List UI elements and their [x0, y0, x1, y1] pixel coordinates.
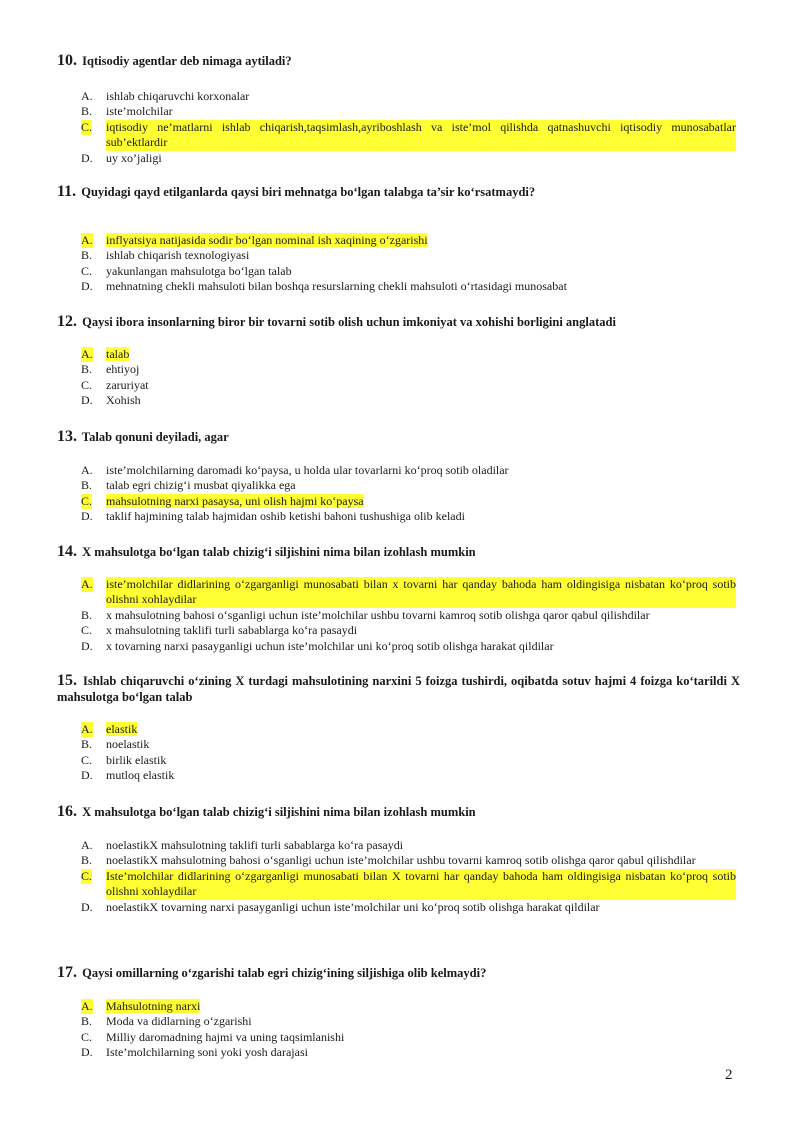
- option-letter: D.: [81, 393, 93, 408]
- answer-option: [81, 378, 736, 393]
- option-text: Moda va didlarning o‘zgarishi: [106, 1014, 252, 1029]
- question-14: [57, 543, 740, 653]
- question-text: Iqtisodiy agentlar deb nimaga aytiladi?: [82, 54, 292, 68]
- question-text: Qaysi omillarning o‘zgarishi talab egri chizig‘ining siljishiga olib kelmaydi?: [82, 966, 487, 980]
- answer-option: [81, 509, 736, 524]
- option-text-highlighted: inflyatsiya natijasida sodir bo‘lgan nominal ish xaqining o‘zgarishi: [106, 233, 428, 247]
- option-text: noelastikX tovarning narxi pasayganligi uchun iste’molchilar uni ko‘proq sotib olishga harakat qildilar: [106, 899, 600, 914]
- option-letter: B.: [81, 853, 93, 868]
- option-letter: B.: [81, 478, 93, 493]
- question-title: [57, 544, 740, 560]
- answer-option: [81, 1045, 736, 1060]
- question-text: Talab qonuni deyiladi, agar: [81, 430, 229, 444]
- page-number: 2: [725, 1067, 733, 1083]
- answer-option: [81, 463, 736, 478]
- question-number: 17.: [57, 964, 77, 981]
- question-text: Quyidagi qayd etilganlarda qaysi biri mehnatga bo‘lgan talabga ta’sir ko‘rsatmaydi?: [81, 185, 536, 199]
- answer-option: [81, 639, 736, 654]
- answer-option: [81, 104, 736, 119]
- option-letter: C.: [81, 868, 93, 883]
- option-text: ishlab chiqaruvchi korxonalar: [106, 89, 250, 103]
- answer-option: [81, 279, 736, 294]
- question-number: 11.: [57, 183, 77, 200]
- option-text: yakunlangan mahsulotga bo‘lgan talab: [106, 263, 292, 278]
- option-letter: B.: [81, 607, 93, 622]
- answer-option: [81, 362, 736, 377]
- option-text: noelastik: [106, 737, 150, 752]
- question-title: [57, 429, 740, 445]
- option-list: [81, 463, 736, 525]
- option-text: ehtiyoj: [106, 362, 140, 377]
- answer-option: [81, 393, 736, 408]
- option-letter: C.: [81, 493, 93, 508]
- option-letter: A.: [81, 722, 93, 736]
- question-number: 12.: [57, 313, 77, 330]
- answer-option: [81, 264, 736, 279]
- option-letter: A.: [81, 233, 93, 247]
- option-letter: A.: [81, 347, 93, 361]
- option-text: taklif hajmining talab hajmidan oshib ketishi bahoni tushushiga olib keladi: [106, 509, 465, 524]
- option-letter: C.: [81, 119, 93, 134]
- option-text: talab egri chizig‘i musbat qiyalikka ega: [106, 478, 296, 493]
- option-text-highlighted: Iste’molchilar didlarining o‘zgarganligi munosabati bilan X tovarni har qanday bahoda ham oldingisiga nisbatan ko‘proq sotib olishni xohlaydilar: [106, 868, 736, 899]
- option-letter: C.: [81, 623, 93, 638]
- option-letter: D.: [81, 1045, 93, 1060]
- option-letter: B.: [81, 104, 93, 119]
- question-title: [57, 965, 740, 981]
- answer-option: [81, 478, 736, 493]
- option-text-highlighted: talab: [106, 347, 130, 361]
- option-text-highlighted: Mahsulotning narxi: [106, 999, 201, 1013]
- question-title: [57, 314, 740, 330]
- answer-option: [81, 869, 736, 900]
- question-title: [57, 804, 740, 820]
- answer-option: [81, 1030, 736, 1045]
- option-letter: B.: [81, 248, 93, 263]
- option-text: mehnatning chekli mahsuloti bilan boshqa resurslarning chekli mahsuloti o‘rtasidagi munosabat: [106, 279, 567, 294]
- option-list: [81, 577, 736, 654]
- option-text: mutloq elastik: [106, 768, 175, 783]
- answer-option: [81, 838, 736, 853]
- answer-option: [81, 608, 736, 623]
- option-text: Xohish: [106, 393, 141, 408]
- answer-option: [81, 248, 736, 263]
- answer-option: [81, 722, 736, 737]
- option-letter: C.: [81, 263, 93, 278]
- question-title: [57, 53, 740, 69]
- option-text: x tovarning narxi pasayganligi uchun iste’molchilar uni ko‘proq sotib olishga harakat qildilar: [106, 638, 554, 653]
- option-text: iste’molchilar: [106, 104, 173, 119]
- answer-option: [81, 900, 736, 915]
- option-text: uy xo’jaligi: [106, 150, 162, 165]
- answer-option: [81, 347, 736, 362]
- question-text: X mahsulotga bo‘lgan talab chizig‘i siljishini nima bilan izohlash mumkin: [82, 545, 476, 559]
- answer-option: [81, 494, 736, 509]
- option-letter: D.: [81, 509, 93, 524]
- question-number: 10.: [57, 52, 77, 69]
- option-letter: A.: [81, 577, 93, 591]
- question-title: [57, 673, 740, 705]
- option-letter: B.: [81, 362, 93, 377]
- option-text: x mahsulotning bahosi o‘sganligi uchun iste’molchilar ushbu tovarni kamroq sotib olishga qaror qabul qilishdilar: [106, 607, 650, 622]
- option-letter: D.: [81, 768, 93, 783]
- question-12: [57, 313, 740, 408]
- option-text: zaruriyat: [106, 377, 149, 392]
- option-letter: A.: [81, 463, 93, 477]
- option-text: x mahsulotning taklifi turli sabablarga ko‘ra pasaydi: [106, 623, 358, 638]
- answer-option: [81, 577, 736, 608]
- question-11: [57, 183, 740, 294]
- option-letter: C.: [81, 1029, 93, 1044]
- question-text: X mahsulotga bo‘lgan talab chizig‘i siljishini nima bilan izohlash mumkin: [82, 805, 476, 819]
- option-letter: D.: [81, 638, 93, 653]
- option-letter: D.: [81, 899, 93, 914]
- option-letter: B.: [81, 737, 93, 752]
- option-letter: D.: [81, 150, 93, 165]
- option-list: [81, 89, 736, 166]
- option-letter: C.: [81, 377, 93, 392]
- answer-option: [81, 999, 736, 1014]
- option-list: [81, 838, 736, 915]
- question-number: 14.: [57, 543, 77, 560]
- option-text-highlighted: iqtisodiy ne’matlarni ishlab chiqarish,taqsimlash,ayriboshlash va iste’mol qilishda qatnashuvchi iqtisodiy munosabatlar sub’ektlardir: [106, 119, 736, 150]
- question-title: [57, 184, 740, 200]
- option-text-highlighted: iste’molchilar didlarining o‘zgarganligi munosabati bilan x tovarni har qanday bahoda ham oldingisiga nisbatan ko‘proq sotib olishni xohlaydilar: [106, 577, 736, 607]
- option-letter: B.: [81, 1014, 93, 1029]
- option-text: noelastikX mahsulotning bahosi o‘sganligi uchun iste’molchilar ushbu tovarni kamroq sotib olishga qaror qabul qilishdilar: [106, 853, 696, 868]
- answer-option: [81, 753, 736, 768]
- option-text: Milliy daromadning hajmi va uning taqsimlanishi: [106, 1029, 345, 1044]
- answer-option: [81, 623, 736, 638]
- answer-option: [81, 233, 736, 248]
- option-list: [81, 347, 736, 409]
- question-text: Qaysi ibora insonlarning biror bir tovarni sotib olish uchun imkoniyat va xohishi borligini anglatadi: [82, 315, 616, 329]
- answer-option: [81, 768, 736, 783]
- answer-option: [81, 853, 736, 868]
- question-number: 15.: [57, 672, 77, 689]
- option-letter: A.: [81, 999, 93, 1013]
- option-letter: A.: [81, 89, 93, 103]
- question-number: 13.: [57, 428, 77, 445]
- question-10: [57, 52, 740, 165]
- option-text: iste’molchilarning daromadi ko‘paysa, u holda ular tovarlarni ko‘proq sotib oladilar: [106, 463, 509, 477]
- question-17: [57, 964, 740, 1060]
- question-number: 16.: [57, 803, 77, 820]
- answer-option: [81, 120, 736, 151]
- option-letter: A.: [81, 838, 93, 852]
- question-text: Ishlab chiqaruvchi o‘zining X turdagi mahsulotining narxini 5 foizga tushirdi, oqibatda sotuv hajmi 4 foizga ko‘tarildi X mahsulotga bo‘lgan talab: [57, 674, 740, 704]
- option-text-highlighted: mahsulotning narxi pasaysa, uni olish hajmi ko‘paysa: [106, 493, 364, 508]
- option-letter: D.: [81, 279, 93, 294]
- option-list: [81, 999, 736, 1061]
- question-13: [57, 428, 740, 524]
- option-text: noelastikX mahsulotning taklifi turli sabablarga ko‘ra pasaydi: [106, 838, 404, 852]
- answer-option: [81, 89, 736, 104]
- option-text: birlik elastik: [106, 752, 167, 767]
- answer-option: [81, 1014, 736, 1029]
- option-list: [81, 722, 736, 784]
- question-15: [57, 672, 740, 783]
- question-16: [57, 803, 740, 914]
- answer-option: [81, 737, 736, 752]
- option-letter: C.: [81, 752, 93, 767]
- option-text-highlighted: elastik: [106, 722, 138, 736]
- option-text: Iste’molchilarning soni yoki yosh darajasi: [106, 1045, 308, 1060]
- option-list: [81, 233, 736, 295]
- option-text: ishlab chiqarish texnologiyasi: [106, 248, 250, 263]
- answer-option: [81, 151, 736, 166]
